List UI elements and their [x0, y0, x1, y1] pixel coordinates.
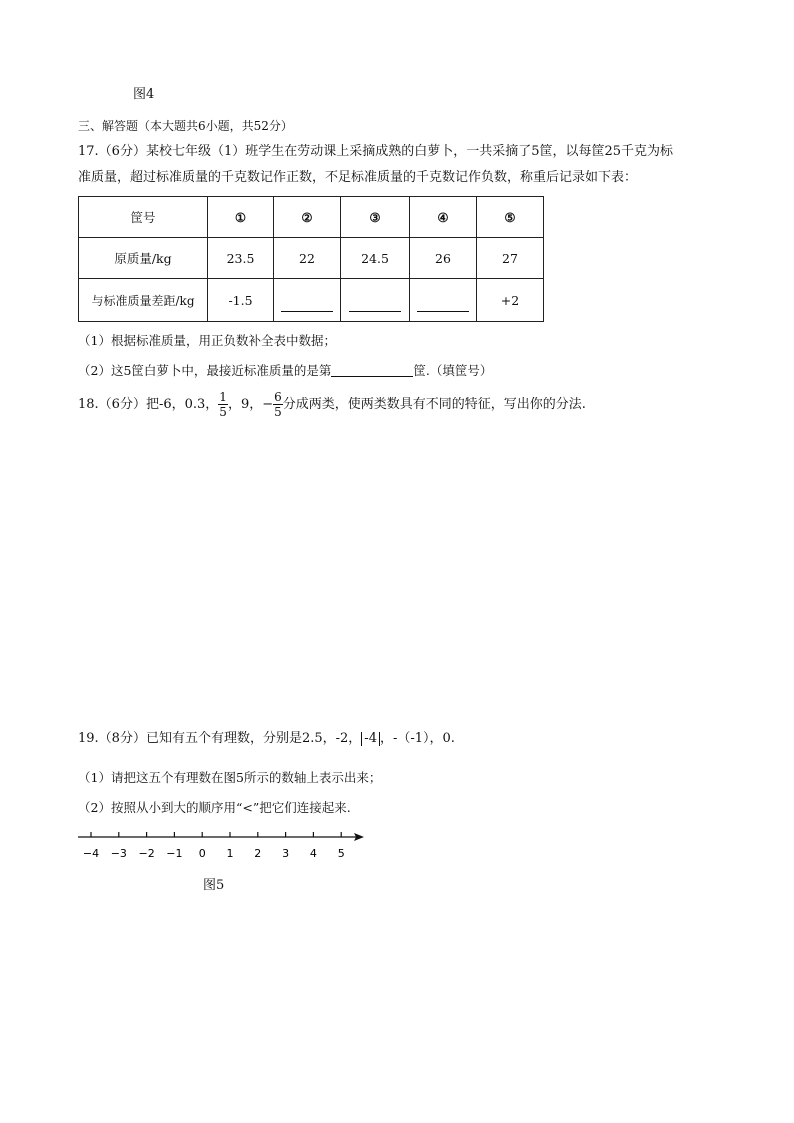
q19-sub2: （2）按照从小到大的顺序用“<”把它们连接起来.: [78, 800, 351, 815]
fraction-denominator: 5: [274, 405, 282, 419]
fraction-numerator: 1: [219, 390, 227, 404]
number-line-tick-label: −4: [82, 847, 100, 860]
number-line-tick-label: 1: [226, 847, 234, 860]
mass-cell: 26: [410, 238, 477, 279]
q17-sub2-prefix: （2）这5筐白萝卜中，最接近标准质量的是第: [78, 363, 332, 378]
answer-blank[interactable]: [281, 297, 333, 312]
mass-cell: 24.5: [341, 238, 410, 279]
q17-sub2-suffix: 筐.（填筐号）: [413, 363, 493, 378]
row-label-diff: 与标准质量差距/kg: [79, 279, 208, 322]
number-line-tick-label: −1: [166, 847, 183, 860]
number-line-tick-label: −3: [110, 847, 127, 860]
number-line-tick-label: 3: [282, 847, 290, 860]
basket-number: ④: [410, 197, 477, 238]
number-line: [70, 826, 370, 866]
q19-suffix: ，-（-1），0.: [379, 731, 455, 746]
table-row: [79, 197, 544, 238]
number-line-tick-label: 2: [254, 847, 262, 860]
q19-sub1: （1）请把这五个有理数在图5所示的数轴上表示出来；: [78, 770, 382, 785]
q18-mid: ，9，: [227, 397, 263, 412]
basket-number: ③: [341, 197, 410, 238]
number-line-tick-label: 5: [337, 847, 345, 860]
diff-blank-cell[interactable]: [410, 279, 477, 322]
fraction-one-fifth: [218, 390, 228, 419]
diff-blank-cell[interactable]: [341, 279, 410, 322]
figure-5-caption: 图5: [203, 878, 225, 893]
mass-cell: 27: [477, 238, 544, 279]
fraction-six-fifths: [273, 390, 283, 419]
row-label-mass: 原质量/kg: [79, 238, 208, 279]
fraction-denominator: 5: [219, 405, 227, 419]
fraction-numerator: 6: [274, 390, 282, 404]
answer-blank[interactable]: [349, 297, 401, 312]
answer-blank[interactable]: [331, 362, 413, 377]
q18-text: [78, 390, 586, 419]
q19-text: [78, 730, 455, 748]
table-row: [79, 238, 544, 279]
number-line-ticks: [83, 832, 345, 860]
basket-number: ①: [208, 197, 274, 238]
diff-blank-cell[interactable]: [274, 279, 341, 322]
basket-number: ②: [274, 197, 341, 238]
absolute-value: -4: [361, 732, 380, 746]
negative-sign: −: [262, 397, 274, 412]
table-row: [79, 279, 544, 322]
mass-cell: 22: [274, 238, 341, 279]
diff-cell: +2: [477, 279, 544, 322]
answer-blank[interactable]: [417, 297, 469, 312]
mass-cell: 23.5: [208, 238, 274, 279]
q17-sub2: [78, 362, 492, 380]
diff-cell: -1.5: [208, 279, 274, 322]
section-heading: 三、解答题（本大题共6小题，共52分）: [78, 119, 293, 133]
table-header-label: 筐号: [79, 197, 208, 238]
q18-prefix: 18.（6分）把-6，0.3，: [78, 397, 219, 412]
figure-4-caption: 图4: [133, 87, 155, 102]
q18-suffix: 分成两类，使两类数具有不同的特征，写出你的分法.: [282, 397, 586, 412]
q17-table: [78, 196, 544, 322]
basket-number: ⑤: [477, 197, 544, 238]
q19-prefix: 19.（8分）已知有五个有理数，分别是2.5，-2，: [78, 731, 362, 746]
q17-text-line2: 准质量，超过标准质量的千克数记作正数，不足标准质量的千克数记作负数，称重后记录如下表：: [78, 170, 638, 185]
number-line-tick-label: 4: [309, 847, 317, 860]
q17-sub1: （1）根据标准质量，用正负数补全表中数据；: [78, 333, 336, 348]
number-line-tick-label: −2: [138, 847, 155, 860]
number-line-tick-label: 0: [198, 847, 206, 860]
q17-text-line1: 17.（6分）某校七年级（1）班学生在劳动课上采摘成熟的白萝卜，一共采摘了5筐，以每筐25千克为标: [78, 144, 674, 159]
